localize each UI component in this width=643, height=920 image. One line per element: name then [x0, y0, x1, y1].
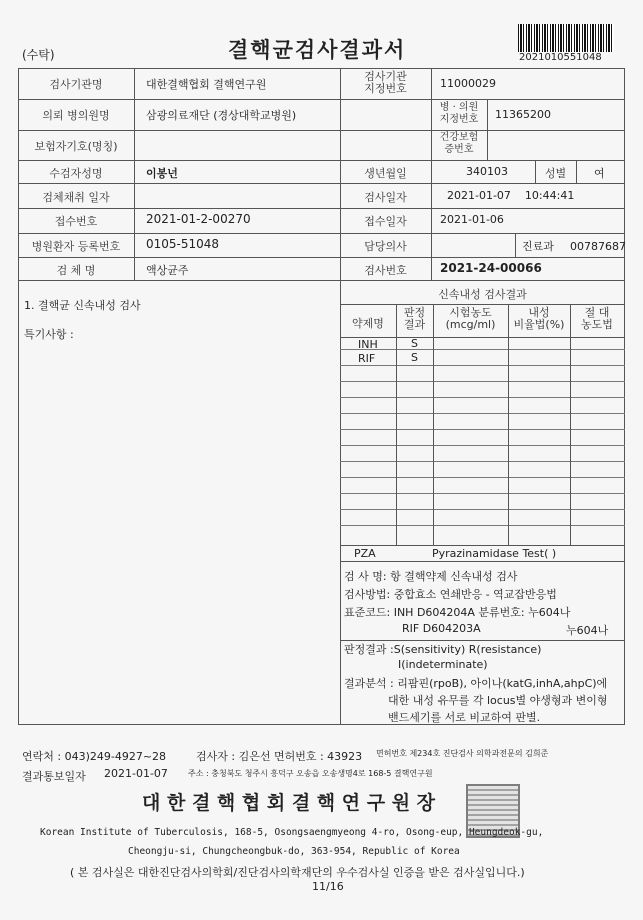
barcode-number: 2021010551048 — [519, 52, 602, 63]
receipt-date-label: 접수일자 — [364, 215, 407, 228]
receipt-date-value: 2021-01-06 — [440, 213, 504, 226]
col-ratio: 내성 비율법(%) — [513, 306, 565, 331]
method-code: 표준코드: INH D604204A 분류번호: 누604나 — [344, 606, 571, 619]
hospital-value: 삼광의료재단 (경상대학교병원) — [146, 109, 297, 122]
footer-contact: 연락처 : 043)249-4927~28 — [22, 750, 167, 763]
reg-no-label: 병원환자 등록번호 — [31, 240, 121, 253]
hospital-label: 의뢰 병의원명 — [42, 109, 110, 122]
receipt-no-label: 접수번호 — [54, 215, 98, 228]
receipt-no-value: 2021-01-2-00270 — [146, 212, 251, 226]
test-item: 1. 결핵균 신속내성 검사 — [24, 299, 141, 312]
method-code-2b: 누604나 — [566, 624, 609, 637]
reg-no-value: 0105-51048 — [146, 237, 220, 251]
hosp-code-label: 병 · 의원 지정번호 — [439, 102, 479, 125]
row-drug: RIF — [358, 352, 376, 365]
judge-line: 판정결과 :S(sensitivity) R(resistance) — [344, 643, 542, 656]
insured-label: 보험자기호(명칭) — [34, 140, 118, 153]
test-date-value: 2021-01-07 10:44:41 — [447, 189, 575, 202]
page-number: 11/16 — [312, 880, 344, 893]
page-title: 결핵균검사결과서 — [228, 37, 407, 62]
analysis-line: 밴드세기를 서로 비교하여 판별. — [388, 711, 541, 724]
report-date: 2021-01-07 — [104, 767, 168, 780]
specimen-label: 검 체 명 — [56, 264, 96, 277]
patient-name-label: 수검자성명 — [49, 167, 103, 180]
analysis-line: 대한 내성 유무를 각 locus별 야생형과 변이형 — [388, 694, 608, 707]
row-result: S — [411, 337, 418, 350]
test-no-label: 검사번호 — [364, 264, 407, 277]
certification-note: ( 본 검사실은 대한진단검사의학회/진단검사의학재단의 우수검사실 인증을 받은 검사실입니다.) — [70, 866, 525, 879]
pza-value: Pyrazinamidase Test( ) — [432, 547, 557, 560]
hosp-code-value: 11365200 — [495, 108, 551, 121]
col-judge: 판정 결과 — [403, 306, 426, 331]
eng-address-1: Korean Institute of Tuberculosis, 168-5, Osongsaengmyeong 4-ro, Osong-eup, Heungdeok-gu, — [40, 827, 544, 838]
dept-value: 00787687 — [570, 240, 626, 253]
remarks-label: 특기사항 : — [24, 328, 74, 341]
footer-address: 주소 : 충청북도 청주시 흥덕구 오송읍 오송생명4로 168-5 결핵연구원 — [188, 769, 433, 778]
analysis-line: 결과분석 : 리팜핀(rpoB), 아이나(katG,inhA,ahpC)에 — [344, 677, 608, 690]
method-method: 검사방법: 중합효소 연쇄반응 - 역교잡반응법 — [344, 588, 557, 601]
insurance-label: 건강보험 증번호 — [439, 132, 479, 155]
collect-date-label: 검체채취 일자 — [42, 191, 110, 204]
test-date-label: 검사일자 — [364, 191, 407, 204]
birth-label: 생년월일 — [364, 167, 407, 180]
institution-value: 대한결핵협회 결핵연구원 — [146, 78, 267, 91]
col-conc: 시험농도 (mcg/ml) — [445, 306, 496, 331]
sex-label: 성별 — [544, 167, 567, 180]
type-tag: (수탁) — [22, 48, 55, 62]
org-name: 대 한 결 핵 협 회 결 핵 연 구 원 장 — [142, 792, 436, 814]
pza-label: PZA — [354, 547, 376, 560]
patient-name-value: 이봉넌 — [146, 167, 178, 180]
footer-license: 면허번호 제234호 진단검사 의학과전문의 김희준 — [376, 749, 549, 758]
eng-address-2: Cheongju-si, Chungcheongbuk-do, 363-954, Republic of Korea — [128, 846, 460, 857]
doctor-label: 담당의사 — [364, 240, 407, 253]
row-result: S — [411, 351, 418, 364]
sex-value: 여 — [594, 167, 605, 180]
test-no-value: 2021-24-00066 — [440, 261, 542, 275]
dept-label: 진료과 — [522, 240, 554, 253]
barcode-image — [518, 24, 614, 52]
footer-examiner: 검사자 : 김은선 면허번호 : 43923 — [196, 750, 363, 763]
inst-code-value: 11000029 — [440, 77, 496, 90]
institution-label: 검사기관명 — [49, 78, 103, 91]
method-name: 검 사 명: 항 결핵약제 신속내성 검사 — [344, 570, 518, 583]
row-drug: INH — [358, 338, 378, 351]
judge-line-2: I(indeterminate) — [398, 658, 488, 671]
col-abs: 절 대 농도법 — [581, 306, 613, 331]
birth-value: 340103 — [466, 165, 508, 178]
method-code-2: RIF D604203A — [402, 622, 481, 635]
report-date-label: 결과통보일자 — [22, 770, 86, 783]
inst-code-label: 검사기관 지정번호 — [364, 70, 407, 95]
results-title: 신속내성 검사결과 — [438, 288, 527, 301]
specimen-value: 액상균주 — [146, 264, 189, 277]
col-drug: 약제명 — [352, 317, 384, 330]
